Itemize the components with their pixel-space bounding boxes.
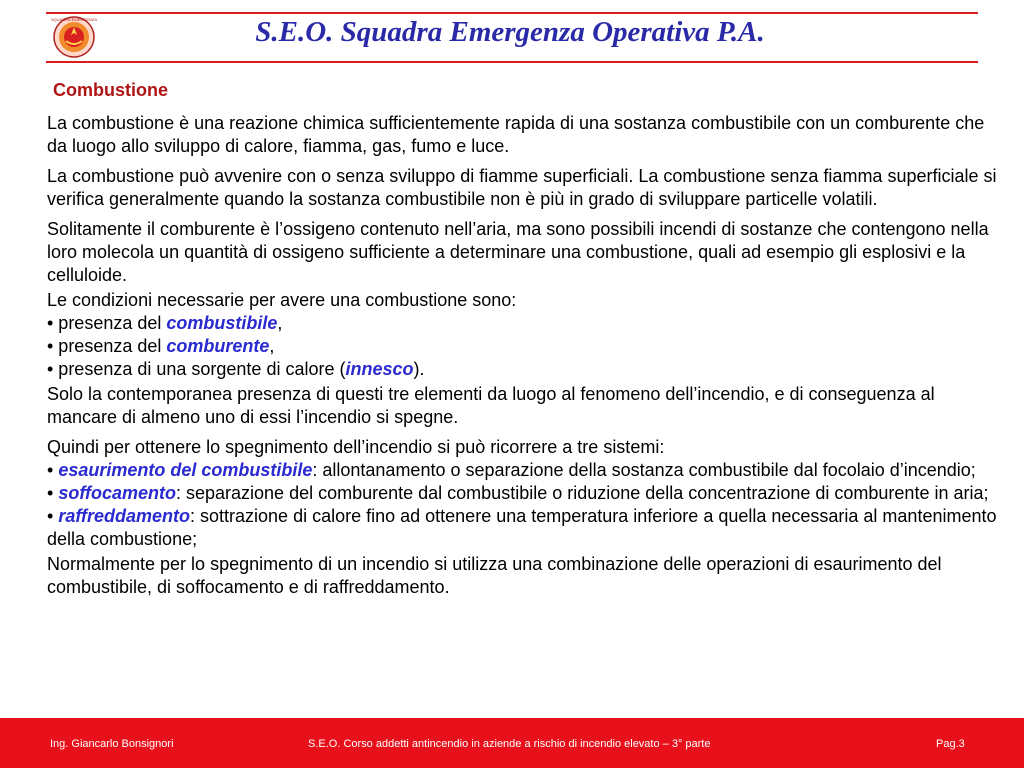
system-2-text: : separazione del comburente dal combustibile o riduzione della concentrazione di comburente in aria; [176, 483, 989, 503]
condition-1-term: combustibile [166, 313, 278, 333]
systems-intro: Quindi per ottenere lo spegnimento dell’incendio si può ricorrere a tre sistemi: [47, 437, 665, 457]
condition-2-suffix: , [269, 336, 275, 356]
page-title: S.E.O. Squadra Emergenza Operativa P.A. [255, 16, 765, 48]
header-top-rule [46, 12, 978, 14]
system-1-bullet: • [47, 460, 59, 480]
system-1-term: esaurimento del combustibile [58, 460, 313, 480]
condition-3-prefix: • presenza di una sorgente di calore ( [47, 359, 346, 379]
conditions-intro: Le condizioni necessarie per avere una combustione sono: [47, 290, 517, 310]
header-bottom-rule [46, 61, 978, 63]
paragraph-flameless: La combustione può avvenire con o senza sviluppo di fiamme superficiali. La combustione senza fiamma superficiale si verifica generalmente quando la sostanza combustibile non è più in grado di sviluppare particelle volatili. [47, 166, 997, 209]
footer-page-number: Pag.3 [936, 738, 965, 750]
system-3-bullet: • [47, 506, 59, 526]
paragraph-combination: Normalmente per lo spegnimento di un incendio si utilizza una combinazione delle operazioni di esaurimento del combustibile, di soffocamento e di raffreddamento. [47, 554, 942, 597]
paragraph-definition: La combustione è una reazione chimica sufficientemente rapida di una sostanza combustibile con un comburente che da luogo allo sviluppo di calore, fiamma, gas, fumo e luce. [47, 113, 985, 156]
system-2-term: soffocamento [58, 483, 176, 503]
condition-2-prefix: • presenza del [47, 336, 167, 356]
condition-3-suffix: ). [413, 359, 425, 379]
svg-text:SQUADRA EMERGENZA: SQUADRA EMERGENZA [50, 17, 98, 22]
conditions-list [47, 289, 997, 381]
footer-bar [0, 718, 1024, 768]
footer-course: S.E.O. Corso addetti antincendio in aziende a rischio di incendio elevato – 3° parte [308, 738, 711, 750]
system-3-term: raffreddamento [58, 506, 191, 526]
condition-1-prefix: • presenza del [47, 313, 167, 333]
paragraph-oxygen: Solitamente il comburente è l’ossigeno contenuto nell’aria, ma sono possibili incendi di sostanze che contengono nella loro molecola un quantità di ossigeno sufficiente a determinare una combustione, quali ad esempio gli esplosivi e la celluloide. [47, 219, 989, 285]
condition-1-suffix: , [277, 313, 283, 333]
content-body [47, 112, 997, 606]
system-3-text: : sottrazione di calore fino ad ottenere una temperatura inferiore a quella necessaria al mantenimento della combustione; [47, 506, 997, 549]
system-1-text: : allontanamento o separazione della sostanza combustibile dal focolaio d’incendio; [312, 460, 976, 480]
section-heading: Combustione [53, 80, 168, 100]
systems-list [47, 436, 997, 551]
system-2-bullet: • [47, 483, 59, 503]
paragraph-triangle: Solo la contemporanea presenza di questi tre elementi da luogo al fenomeno dell’incendio, e di conseguenza al mancare di almeno uno di essi l’incendio si spegne. [47, 384, 935, 427]
footer-author: Ing. Giancarlo Bonsignori [50, 738, 174, 750]
condition-3-term: innesco [345, 359, 414, 379]
condition-2-term: comburente [166, 336, 270, 356]
seo-logo-icon [46, 14, 102, 60]
